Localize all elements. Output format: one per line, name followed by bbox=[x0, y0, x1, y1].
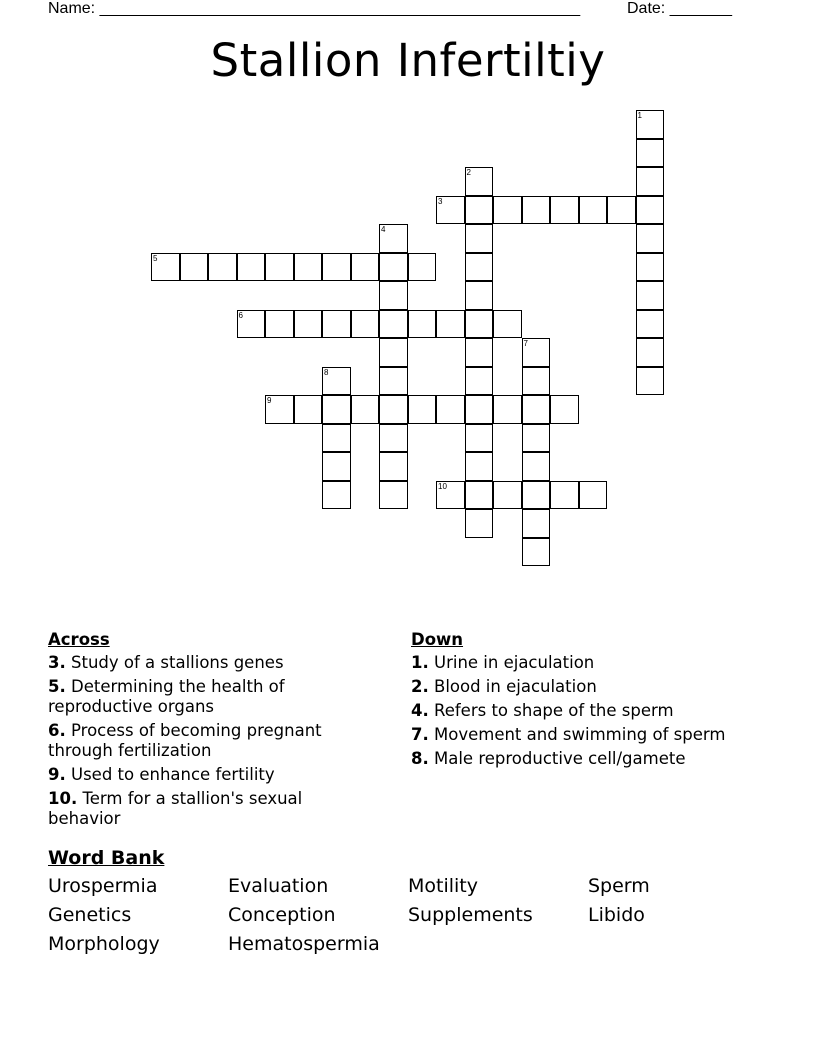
grid-cell[interactable] bbox=[408, 310, 437, 339]
grid-cell[interactable] bbox=[322, 367, 351, 396]
clue-item bbox=[411, 677, 771, 697]
grid-cell[interactable] bbox=[493, 310, 522, 339]
clue-item bbox=[411, 749, 771, 769]
grid-cell[interactable] bbox=[436, 310, 465, 339]
page-title: Stallion Infertiltiy bbox=[210, 34, 606, 87]
grid-cell[interactable] bbox=[522, 452, 551, 481]
grid-cell[interactable] bbox=[636, 110, 665, 139]
grid-cell[interactable] bbox=[465, 310, 494, 339]
grid-cell[interactable] bbox=[379, 395, 408, 424]
grid-cell[interactable] bbox=[322, 481, 351, 510]
grid-cell[interactable] bbox=[636, 253, 665, 282]
grid-cell[interactable] bbox=[351, 310, 380, 339]
date-field[interactable]: Date: _______ bbox=[627, 0, 732, 17]
clue-item bbox=[411, 653, 771, 673]
clue-number: 10. bbox=[48, 789, 78, 808]
clue-item bbox=[48, 721, 368, 761]
grid-cell[interactable] bbox=[294, 253, 323, 282]
clue-number: 5. bbox=[48, 677, 66, 696]
grid-cell[interactable] bbox=[522, 367, 551, 396]
grid-cell[interactable] bbox=[322, 452, 351, 481]
grid-cell[interactable] bbox=[493, 481, 522, 510]
clue-text: Movement and swimming of sperm bbox=[434, 725, 726, 744]
grid-cell[interactable] bbox=[322, 395, 351, 424]
grid-cell[interactable] bbox=[522, 338, 551, 367]
grid-cell[interactable] bbox=[294, 310, 323, 339]
grid-cell[interactable] bbox=[493, 395, 522, 424]
down-clue-list bbox=[411, 653, 771, 769]
grid-cell[interactable] bbox=[436, 481, 465, 510]
grid-cell[interactable] bbox=[180, 253, 209, 282]
grid-cell[interactable] bbox=[379, 424, 408, 453]
clue-text: Refers to shape of the sperm bbox=[434, 701, 674, 720]
grid-cell[interactable] bbox=[636, 367, 665, 396]
clue-number-label: 9 bbox=[267, 396, 272, 405]
grid-cell[interactable] bbox=[379, 452, 408, 481]
clue-item bbox=[411, 725, 771, 745]
grid-cell[interactable] bbox=[493, 196, 522, 225]
clue-number-label: 10 bbox=[438, 481, 447, 491]
word-bank-item: Sperm bbox=[588, 875, 650, 897]
down-clues bbox=[411, 630, 771, 773]
grid-cell[interactable] bbox=[322, 310, 351, 339]
word-bank-item: Evaluation bbox=[228, 875, 329, 897]
clue-text: Study of a stallions genes bbox=[71, 653, 284, 672]
grid-cell[interactable] bbox=[237, 310, 266, 339]
grid-cell[interactable] bbox=[465, 253, 494, 282]
word-bank-item: Conception bbox=[228, 904, 336, 926]
word-bank-item: Motility bbox=[408, 875, 478, 897]
across-clues bbox=[48, 630, 368, 833]
grid-cell[interactable] bbox=[465, 224, 494, 253]
grid-cell[interactable] bbox=[351, 253, 380, 282]
clue-item bbox=[48, 789, 368, 829]
clue-number: 8. bbox=[411, 749, 429, 768]
across-heading: Across bbox=[48, 630, 110, 649]
grid-cell[interactable] bbox=[522, 424, 551, 453]
grid-cell[interactable] bbox=[550, 196, 579, 225]
clue-number-label: 7 bbox=[523, 339, 528, 348]
grid-cell[interactable] bbox=[294, 395, 323, 424]
grid-cell[interactable] bbox=[465, 338, 494, 367]
clue-number: 3. bbox=[48, 653, 66, 672]
clue-number-label: 6 bbox=[238, 310, 243, 320]
grid-cell[interactable] bbox=[408, 395, 437, 424]
grid-cell[interactable] bbox=[465, 481, 494, 510]
grid-cell[interactable] bbox=[636, 139, 665, 168]
grid-cell[interactable] bbox=[265, 253, 294, 282]
word-bank-item: Genetics bbox=[48, 904, 132, 926]
grid-cell[interactable] bbox=[379, 281, 408, 310]
clue-number-label: 4 bbox=[381, 225, 386, 234]
grid-cell[interactable] bbox=[322, 253, 351, 282]
word-bank-item: Morphology bbox=[48, 933, 160, 955]
grid-cell[interactable] bbox=[379, 253, 408, 282]
word-bank-item: Libido bbox=[588, 904, 645, 926]
grid-cell[interactable] bbox=[579, 481, 608, 510]
down-heading: Down bbox=[411, 630, 464, 649]
across-clue-list bbox=[48, 653, 368, 829]
clue-number: 2. bbox=[411, 677, 429, 696]
grid-cell[interactable] bbox=[465, 281, 494, 310]
clue-item bbox=[48, 653, 368, 673]
word-bank-item: Supplements bbox=[408, 904, 533, 926]
grid-cell[interactable] bbox=[379, 367, 408, 396]
grid-cell[interactable] bbox=[465, 367, 494, 396]
grid-cell[interactable] bbox=[408, 253, 437, 282]
grid-cell[interactable] bbox=[522, 395, 551, 424]
grid-cell[interactable] bbox=[436, 196, 465, 225]
grid-cell[interactable] bbox=[465, 196, 494, 225]
grid-cell[interactable] bbox=[636, 338, 665, 367]
clue-number: 9. bbox=[48, 765, 66, 784]
clue-number-label: 5 bbox=[153, 253, 158, 263]
grid-cell[interactable] bbox=[208, 253, 237, 282]
clue-text: Blood in ejaculation bbox=[434, 677, 597, 696]
grid-cell[interactable] bbox=[351, 395, 380, 424]
grid-cell[interactable] bbox=[151, 253, 180, 282]
grid-cell[interactable] bbox=[579, 196, 608, 225]
grid-cell[interactable] bbox=[636, 167, 665, 196]
word-bank-title: Word Bank bbox=[48, 847, 165, 869]
grid-cell[interactable] bbox=[636, 224, 665, 253]
clue-number-label: 8 bbox=[324, 367, 329, 377]
clue-item bbox=[411, 701, 771, 721]
grid-cell[interactable] bbox=[636, 281, 665, 310]
grid-cell[interactable] bbox=[465, 167, 494, 196]
grid-cell[interactable] bbox=[379, 224, 408, 253]
clue-number-label: 2 bbox=[466, 168, 471, 177]
grid-cell[interactable] bbox=[465, 424, 494, 453]
clue-text: Determining the health of reproductive organs bbox=[48, 677, 285, 716]
clue-number-label: 3 bbox=[438, 196, 443, 206]
clue-text: Male reproductive cell/gamete bbox=[434, 749, 686, 768]
grid-cell[interactable] bbox=[379, 310, 408, 339]
clue-number: 1. bbox=[411, 653, 429, 672]
grid-cell[interactable] bbox=[265, 310, 294, 339]
grid-cell[interactable] bbox=[636, 196, 665, 225]
clue-number: 4. bbox=[411, 701, 429, 720]
grid-cell[interactable] bbox=[465, 509, 494, 538]
grid-cell[interactable] bbox=[550, 395, 579, 424]
clue-number: 7. bbox=[411, 725, 429, 744]
grid-cell[interactable] bbox=[379, 481, 408, 510]
grid-cell[interactable] bbox=[522, 538, 551, 567]
word-bank-item: Urospermia bbox=[48, 875, 158, 897]
grid-cell[interactable] bbox=[636, 310, 665, 339]
grid-cell[interactable] bbox=[465, 395, 494, 424]
clue-text: Used to enhance fertility bbox=[71, 765, 275, 784]
grid-cell[interactable] bbox=[465, 452, 494, 481]
grid-cell[interactable] bbox=[522, 481, 551, 510]
clue-item bbox=[48, 765, 368, 785]
grid-cell[interactable] bbox=[379, 338, 408, 367]
clue-number: 6. bbox=[48, 721, 66, 740]
grid-cell[interactable] bbox=[436, 395, 465, 424]
clue-text: Urine in ejaculation bbox=[434, 653, 595, 672]
clue-text: Process of becoming pregnant through fertilization bbox=[48, 721, 322, 760]
grid-cell[interactable] bbox=[607, 196, 636, 225]
grid-cell[interactable] bbox=[237, 253, 266, 282]
word-bank bbox=[48, 874, 768, 957]
grid-cell[interactable] bbox=[522, 509, 551, 538]
grid-cell[interactable] bbox=[550, 481, 579, 510]
name-field[interactable]: Name: ______________________________________________________ bbox=[48, 0, 581, 17]
clue-number-label: 1 bbox=[637, 111, 642, 120]
grid-cell[interactable] bbox=[322, 424, 351, 453]
clue-item bbox=[48, 677, 368, 717]
word-bank-item: Hematospermia bbox=[228, 933, 380, 955]
grid-cell[interactable] bbox=[522, 196, 551, 225]
clue-text: Term for a stallion's sexual behavior bbox=[48, 789, 303, 828]
grid-cell[interactable] bbox=[265, 395, 294, 424]
